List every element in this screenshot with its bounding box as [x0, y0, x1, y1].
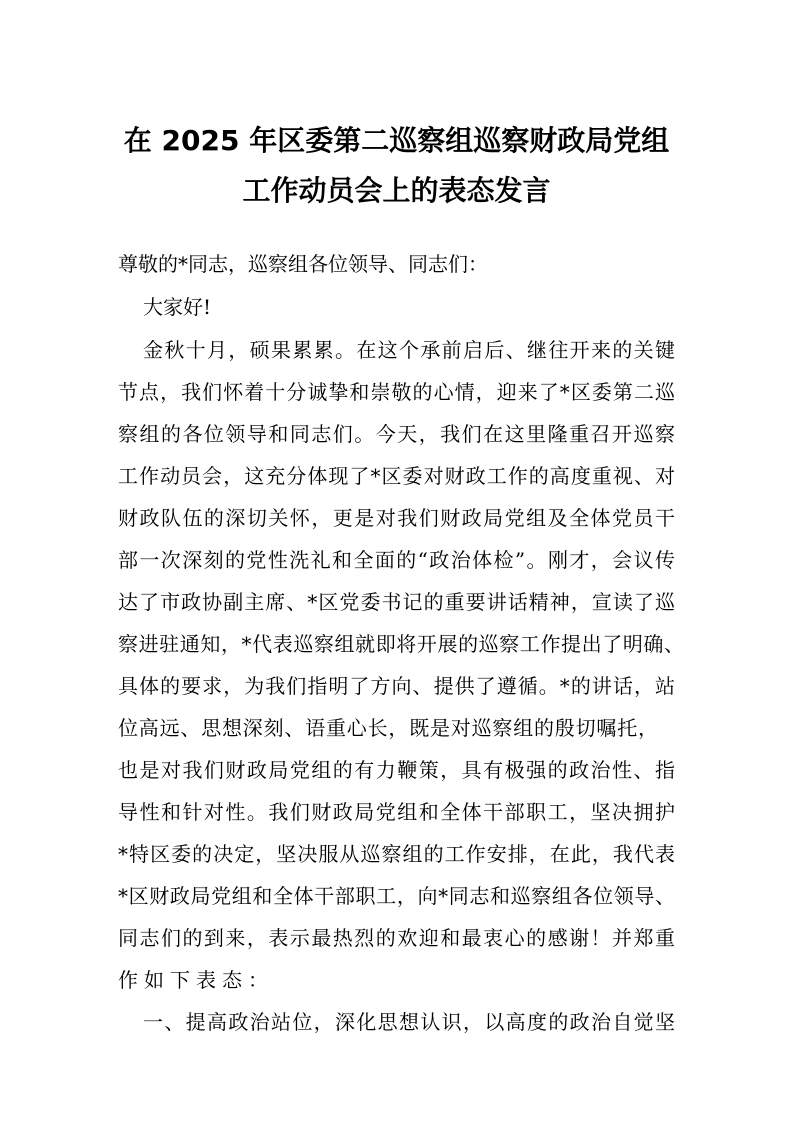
body-line: 具体的要求，为我们指明了方向、提供了遵循。*的讲话，站: [118, 674, 675, 698]
body-line: *特区委的决定，坚决服从巡察组的工作安排，在此，我代表: [118, 842, 675, 866]
body-line: 部一次深刻的党性洗礼和全面的“政治体检”。刚才，会议传: [118, 548, 675, 572]
body-line: 同志们的到来，表示最热烈的欢迎和最衷心的感谢！并郑重: [118, 926, 675, 950]
document-title-line-1: 在 2025 年区委第二巡察组巡察财政局党组: [123, 124, 670, 157]
body-line: 察进驻通知，*代表巡察组就即将开展的巡察工作提出了明确、: [118, 632, 684, 656]
body-line: 作如下表态：: [118, 968, 274, 992]
document-title-line-2: 工作动员会上的表态发言: [242, 174, 551, 207]
section-heading-line: 一、提高政治站位，深化思想认识，以高度的政治自觉坚: [143, 1010, 675, 1034]
body-line: *区财政局党组和全体干部职工，向*同志和巡察组各位领导、: [118, 884, 675, 908]
body-line: 位高远、思想深刻、语重心长，既是对巡察组的殷切嘱托，: [118, 716, 658, 740]
salutation: 尊敬的*同志，巡察组各位领导、同志们：: [118, 252, 488, 276]
body-line: 节点，我们怀着十分诚挚和崇敬的心情，迎来了*区委第二巡: [118, 380, 675, 404]
body-line: 也是对我们财政局党组的有力鞭策，具有极强的政治性、指: [118, 758, 675, 782]
body-line: 财政队伍的深切关怀，更是对我们财政局党组及全体党员干: [118, 506, 675, 530]
body-line: 工作动员会，这充分体现了*区委对财政工作的高度重视、对: [118, 464, 675, 488]
body-line: 达了市政协副主席、*区党委书记的重要讲话精神，宣读了巡: [118, 590, 675, 614]
body-line: 金秋十月，硕果累累。在这个承前启后、继往开来的关键: [143, 338, 675, 362]
body-line: 导性和针对性。我们财政局党组和全体干部职工，坚决拥护: [118, 800, 675, 824]
body-line: 察组的各位领导和同志们。今天，我们在这里隆重召开巡察: [118, 422, 675, 446]
greeting: 大家好!: [143, 295, 212, 319]
